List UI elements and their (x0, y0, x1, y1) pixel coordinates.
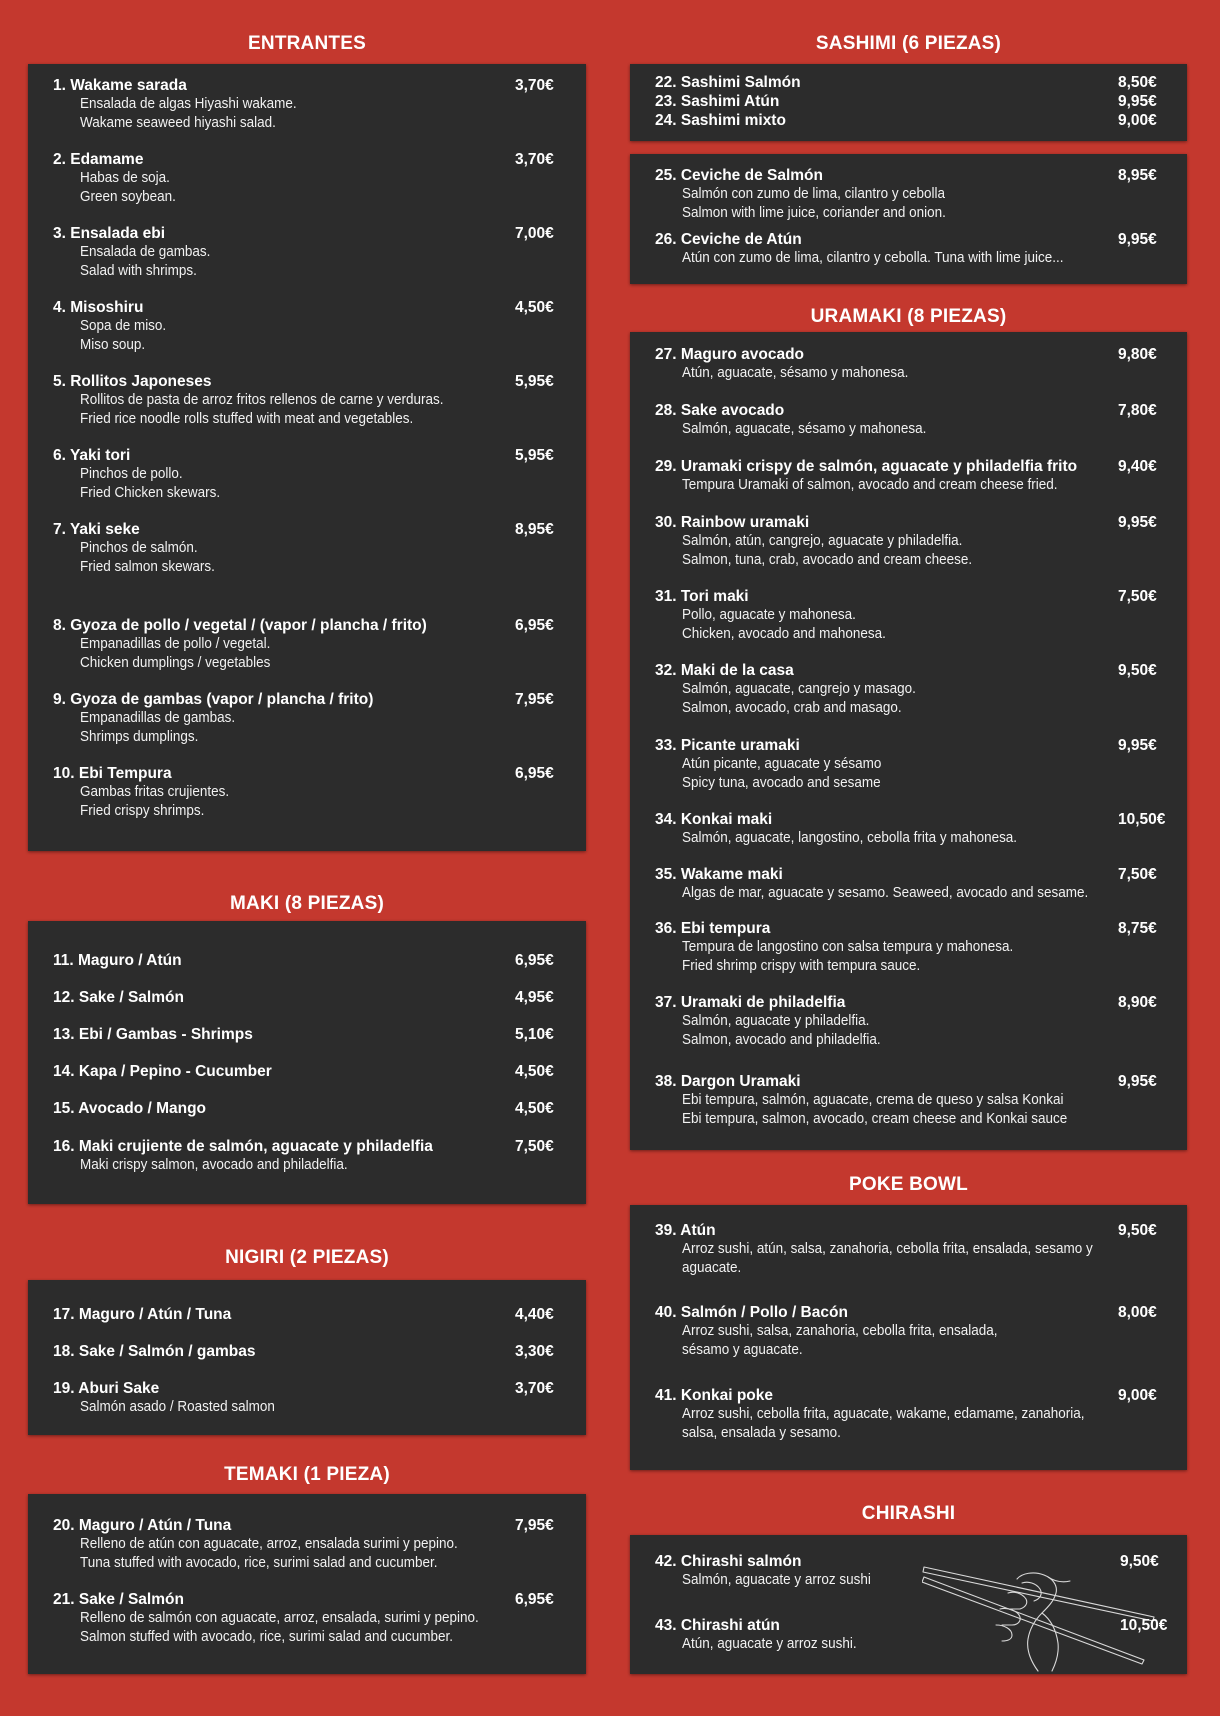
menu-item-name: 8. Gyoza de pollo / vegetal / (vapor / plancha / frito) (53, 617, 427, 634)
menu-item-row (53, 690, 586, 709)
menu-item-description: Fried crispy shrimps. (79, 803, 205, 819)
menu-item-description: Fried shrimp crispy with tempura sauce. (681, 958, 921, 974)
menu-item-row (655, 1221, 1187, 1240)
menu-item-description: Salmón, atún, cangrejo, aguacate y philadelfia. (681, 533, 963, 549)
menu-item (655, 1303, 1187, 1360)
menu-item-description: Pinchos de pollo. (79, 466, 183, 482)
menu-item-price: 6,95€ (515, 765, 554, 782)
menu-item-name: 33. Picante uramaki (655, 737, 800, 754)
menu-item-name: 16. Maki crujiente de salmón, aguacate y philadelfia (53, 1138, 433, 1155)
menu-item-description: Fried rice noodle rolls stuffed with meat and vegetables. (79, 411, 414, 427)
menu-item-description: Tempura Uramaki of salmon, avocado and cream cheese fried. (681, 477, 1058, 493)
menu-item-description: Arroz sushi, cebolla frita, aguacate, wakame, edamame, zanahoria, (681, 1406, 1085, 1422)
menu-item-name: 3. Ensalada ebi (53, 225, 165, 242)
menu-item-price: 5,10€ (515, 1026, 554, 1043)
menu-item-description: Pollo, aguacate y mahonesa. (681, 607, 856, 623)
menu-item (53, 764, 586, 821)
menu-item-description: Atún picante, aguacate y sésamo (681, 756, 882, 772)
menu-item-row (655, 1386, 1187, 1405)
menu-item-name: 13. Ebi / Gambas - Shrimps (53, 1026, 253, 1043)
menu-item-row (53, 224, 586, 243)
menu-item-name: 34. Konkai maki (655, 811, 773, 828)
menu-item-price: 6,95€ (515, 952, 554, 969)
menu-item-name: 10. Ebi Tempura (53, 765, 172, 782)
menu-item-description: Gambas fritas crujientes. (79, 784, 230, 800)
menu-item (655, 92, 1187, 111)
menu-item-description: Sopa de miso. (79, 318, 167, 334)
menu-item-description: Salmon with lime juice, coriander and onion. (681, 205, 946, 221)
menu-item (655, 736, 1187, 793)
menu-item-name: 22. Sashimi Salmón (655, 74, 801, 91)
menu-item-name: 6. Yaki tori (53, 447, 131, 464)
menu-item-price: 10,50€ (1120, 1617, 1168, 1634)
menu-item-name: 2. Edamame (53, 151, 144, 168)
menu-item-description: Atún con zumo de lima, cilantro y cebolla. Tuna with lime juice... (681, 250, 1064, 266)
menu-item-description: Habas de soja. (79, 170, 170, 186)
menu-item (53, 520, 586, 577)
menu-item-price: 4,50€ (515, 1063, 554, 1080)
menu-item (655, 1386, 1187, 1443)
menu-item-description: Green soybean. (79, 189, 176, 205)
menu-item-name: 21. Sake / Salmón (53, 1591, 184, 1608)
panel-entrantes (28, 64, 586, 851)
panel-ceviche (630, 154, 1187, 284)
menu-item-row (53, 372, 586, 391)
menu-item-row (655, 1303, 1187, 1322)
menu-item (655, 73, 1187, 92)
menu-item-row (53, 298, 586, 317)
menu-item-price: 4,50€ (515, 299, 554, 316)
menu-item-row (655, 1072, 1187, 1091)
menu-item (655, 810, 1187, 848)
section-title-uramaki: URAMAKI (8 PIEZAS) (810, 306, 1007, 327)
menu-item-name: 12. Sake / Salmón (53, 989, 184, 1006)
menu-item (655, 1552, 1187, 1590)
menu-item-row (655, 166, 1187, 185)
menu-item-name: 1. Wakame sarada (53, 77, 187, 94)
menu-item (53, 988, 586, 1007)
menu-item (655, 230, 1187, 268)
menu-item-price: 9,00€ (1118, 1387, 1157, 1404)
menu-item-description: Atún, aguacate y arroz sushi. (681, 1636, 857, 1652)
menu-item-description: Algas de mar, aguacate y sesamo. Seaweed, avocado and sesame. (681, 885, 1089, 901)
menu-item-row (53, 1342, 586, 1361)
menu-item-price: 8,00€ (1118, 1304, 1157, 1321)
menu-item-name: 25. Ceviche de Salmón (655, 167, 823, 184)
menu-item-row (655, 810, 1187, 829)
menu-item (655, 1221, 1187, 1278)
menu-item-price: 7,95€ (515, 1517, 554, 1534)
menu-item (655, 1616, 1187, 1654)
menu-item-row (655, 457, 1187, 476)
menu-item-price: 9,95€ (1118, 93, 1157, 110)
menu-item (655, 166, 1187, 223)
menu-item-price: 9,95€ (1118, 514, 1157, 531)
menu-item (655, 993, 1187, 1050)
menu-item-price: 3,70€ (515, 1380, 554, 1397)
menu-item-description: Rollitos de pasta de arroz fritos rellenos de carne y verduras. (79, 392, 444, 408)
menu-item (53, 1590, 586, 1647)
menu-item-row (53, 1305, 586, 1324)
menu-item-row (53, 1062, 586, 1081)
menu-item-row (655, 993, 1187, 1012)
menu-item-row (53, 76, 586, 95)
menu-item-description: Arroz sushi, salsa, zanahoria, cebolla frita, ensalada, (681, 1323, 998, 1339)
panel-uramaki (630, 332, 1187, 1150)
menu-item (53, 1342, 586, 1361)
menu-item-row (53, 520, 586, 539)
menu-item-price: 3,70€ (515, 77, 554, 94)
menu-item-description: Miso soup. (79, 337, 146, 353)
menu-item-row (53, 988, 586, 1007)
menu-item-price: 8,50€ (1118, 74, 1157, 91)
menu-item-name: 11. Maguro / Atún (53, 952, 182, 969)
menu-item-description: Salmón, aguacate y philadelfia. (681, 1013, 870, 1029)
menu-item-row (655, 513, 1187, 532)
menu-item (655, 587, 1187, 644)
menu-item-description: Salmón, aguacate y arroz sushi (681, 1572, 871, 1588)
menu-item-name: 39. Atún (655, 1222, 716, 1239)
menu-item-description: Salmón asado / Roasted salmon (79, 1399, 275, 1415)
menu-item-row (655, 919, 1187, 938)
section-title-sashimi: SASHIMI (6 PIEZAS) (815, 33, 1002, 54)
menu-item-description: Arroz sushi, atún, salsa, zanahoria, cebolla frita, ensalada, sesamo y (681, 1241, 1093, 1257)
menu-item-description: Salmon stuffed with avocado, rice, surimi salad and cucumber. (79, 1629, 454, 1645)
menu-item-description: Ebi tempura, salmon, avocado, cream cheese and Konkai sauce (681, 1111, 1068, 1127)
menu-item-name: 42. Chirashi salmón (655, 1553, 802, 1570)
menu-item-price: 9,80€ (1118, 346, 1157, 363)
menu-item-description: Tempura de langostino con salsa tempura y mahonesa. (681, 939, 1014, 955)
menu-item-price: 8,95€ (515, 521, 554, 538)
section-title-poke-bowl: POKE BOWL (849, 1174, 968, 1195)
menu-item-name: 17. Maguro / Atún / Tuna (53, 1306, 232, 1323)
menu-item-name: 5. Rollitos Japoneses (53, 373, 212, 390)
menu-item-description: Salmon, avocado, crab and masago. (681, 700, 902, 716)
menu-item-description: Wakame seaweed hiyashi salad. (79, 115, 276, 131)
menu-item (53, 1062, 586, 1081)
menu-item-description: salsa, ensalada y sesamo. (681, 1425, 841, 1441)
section-title-entrantes: ENTRANTES (248, 33, 366, 54)
menu-item-description: Salmón, aguacate, langostino, cebolla frita y mahonesa. (681, 830, 1018, 846)
menu-item-name: 40. Salmón / Pollo / Bacón (655, 1304, 848, 1321)
menu-item (53, 372, 586, 429)
menu-item-name: 28. Sake avocado (655, 402, 785, 419)
menu-item (53, 446, 586, 503)
menu-item-name: 4. Misoshiru (53, 299, 144, 316)
menu-item (655, 111, 1187, 130)
menu-item-price: 6,95€ (515, 617, 554, 634)
menu-item (53, 76, 586, 133)
menu-item-price: 7,50€ (1118, 866, 1157, 883)
menu-item-row (655, 230, 1187, 249)
menu-item (655, 919, 1187, 976)
menu-item-description: Shrimps dumplings. (79, 729, 199, 745)
menu-item-row (53, 951, 586, 970)
menu-item-description: Chicken dumplings / vegetables (79, 655, 271, 671)
menu-item-price: 8,90€ (1118, 994, 1157, 1011)
menu-item-row (655, 865, 1187, 884)
menu-item-name: 24. Sashimi mixto (655, 112, 786, 129)
menu-item-name: 19. Aburi Sake (53, 1380, 160, 1397)
menu-item-description: Salad with shrimps. (79, 263, 197, 279)
menu-item-name: 15. Avocado / Mango (53, 1100, 207, 1117)
menu-item-name: 9. Gyoza de gambas (vapor / plancha / frito) (53, 691, 374, 708)
menu-item-description: Tuna stuffed with avocado, rice, surimi salad and cucumber. (79, 1555, 438, 1571)
menu-item (655, 401, 1187, 439)
menu-item-name: 41. Konkai poke (655, 1387, 774, 1404)
menu-item-description: aguacate. (681, 1260, 742, 1276)
menu-item-price: 4,95€ (515, 989, 554, 1006)
menu-item-name: 32. Maki de la casa (655, 662, 794, 679)
menu-item-name: 38. Dargon Uramaki (655, 1073, 801, 1090)
menu-item-row (655, 73, 1187, 92)
menu-item-price: 5,95€ (515, 373, 554, 390)
menu-item-row (53, 1590, 586, 1609)
menu-item-price: 9,95€ (1118, 1073, 1157, 1090)
panel-chirashi (630, 1535, 1187, 1674)
panel-maki (28, 921, 586, 1204)
menu-item-price: 4,40€ (515, 1306, 554, 1323)
menu-item-row (655, 1616, 1187, 1635)
menu-item-price: 9,95€ (1118, 231, 1157, 248)
menu-item-price: 5,95€ (515, 447, 554, 464)
menu-item-name: 37. Uramaki de philadelfia (655, 994, 846, 1011)
panel-temaki (28, 1494, 586, 1674)
menu-item (655, 865, 1187, 903)
menu-item-name: 36. Ebi tempura (655, 920, 771, 937)
menu-item-description: Spicy tuna, avocado and sesame (681, 775, 881, 791)
menu-item-description: sésamo y aguacate. (681, 1342, 803, 1358)
menu-item-price: 7,50€ (515, 1138, 554, 1155)
menu-item-row (655, 1552, 1187, 1571)
menu-item-row (53, 150, 586, 169)
menu-item-description: Fried Chicken skewars. (79, 485, 221, 501)
menu-item-row (655, 587, 1187, 606)
menu-item-price: 8,75€ (1118, 920, 1157, 937)
menu-item-name: 18. Sake / Salmón / gambas (53, 1343, 256, 1360)
menu-item-row (53, 1099, 586, 1118)
menu-item (53, 150, 586, 207)
menu-item-row (53, 764, 586, 783)
menu-item (53, 1137, 586, 1175)
menu-item-name: 43. Chirashi atún (655, 1617, 780, 1634)
menu-item (655, 345, 1187, 383)
menu-item-description: Salmon, avocado and philadelfia. (681, 1032, 881, 1048)
menu-item-description: Empanadillas de pollo / vegetal. (79, 636, 271, 652)
menu-item-price: 9,50€ (1120, 1553, 1159, 1570)
menu-item-name: 20. Maguro / Atún / Tuna (53, 1517, 232, 1534)
menu-item-description: Relleno de atún con aguacate, arroz, ensalada surimi y pepino. (79, 1536, 458, 1552)
menu-item-price: 9,50€ (1118, 1222, 1157, 1239)
menu-item-description: Chicken, avocado and mahonesa. (681, 626, 886, 642)
menu-item-row (53, 616, 586, 635)
menu-item-price: 9,00€ (1118, 112, 1157, 129)
menu-item (53, 1305, 586, 1324)
menu-item-description: Ensalada de algas Hiyashi wakame. (79, 96, 297, 112)
menu-item-description: Ebi tempura, salmón, aguacate, crema de queso y salsa Konkai (681, 1092, 1064, 1108)
panel-sashimi (630, 64, 1187, 141)
section-title-chirashi: CHIRASHI (861, 1503, 956, 1524)
menu-item-name: 35. Wakame maki (655, 866, 783, 883)
menu-item-price: 6,95€ (515, 1591, 554, 1608)
menu-item (53, 616, 586, 673)
menu-item-row (53, 1516, 586, 1535)
menu-item-row (53, 1025, 586, 1044)
section-title-temaki: TEMAKI (1 PIEZA) (224, 1464, 390, 1485)
menu-item-price: 4,50€ (515, 1100, 554, 1117)
menu-item-price: 7,00€ (515, 225, 554, 242)
menu-item-price: 3,70€ (515, 151, 554, 168)
menu-item-name: 31. Tori maki (655, 588, 749, 605)
panel-poke-bowl (630, 1205, 1187, 1470)
menu-item-description: Maki crispy salmon, avocado and philadelfia. (79, 1157, 348, 1173)
menu-item-row (655, 345, 1187, 364)
menu-item-row (53, 1137, 586, 1156)
menu-item-price: 9,95€ (1118, 737, 1157, 754)
menu-item (655, 513, 1187, 570)
menu-item (655, 457, 1187, 495)
menu-item-price: 7,80€ (1118, 402, 1157, 419)
menu-item-description: Ensalada de gambas. (79, 244, 211, 260)
menu-item-row (53, 1379, 586, 1398)
menu-item (53, 224, 586, 281)
menu-item-price: 7,95€ (515, 691, 554, 708)
menu-item-description: Salmon, tuna, crab, avocado and cream cheese. (681, 552, 973, 568)
menu-item-description: Atún, aguacate, sésamo y mahonesa. (681, 365, 909, 381)
menu-item-name: 23. Sashimi Atún (655, 93, 780, 110)
menu-item (53, 298, 586, 355)
menu-item (53, 1025, 586, 1044)
menu-item-description: Salmón, aguacate, cangrejo y masago. (681, 681, 916, 697)
section-title-maki: MAKI (8 PIEZAS) (230, 893, 384, 914)
menu-item (53, 1379, 586, 1417)
menu-item-price: 3,30€ (515, 1343, 554, 1360)
menu-item-description: Salmón con zumo de lima, cilantro y cebolla (681, 186, 946, 202)
menu-item-price: 8,95€ (1118, 167, 1157, 184)
menu-item-name: 14. Kapa / Pepino - Cucumber (53, 1063, 272, 1080)
menu-item-price: 9,50€ (1118, 662, 1157, 679)
menu-item-description: Empanadillas de gambas. (79, 710, 236, 726)
menu-item-name: 26. Ceviche de Atún (655, 231, 802, 248)
section-title-nigiri: NIGIRI (2 PIEZAS) (225, 1247, 389, 1268)
menu-item (53, 1516, 586, 1573)
menu-item (53, 690, 586, 747)
menu-item-name: 27. Maguro avocado (655, 346, 805, 363)
menu-item (655, 661, 1187, 718)
menu-item-name: 7. Yaki seke (53, 521, 140, 538)
menu-item-name: 29. Uramaki crispy de salmón, aguacate y philadelfia frito (655, 458, 1078, 475)
menu-item-description: Pinchos de salmón. (79, 540, 198, 556)
menu-item-name: 30. Rainbow uramaki (655, 514, 810, 531)
menu-item-price: 10,50€ (1118, 811, 1166, 828)
menu-item-price: 9,40€ (1118, 458, 1157, 475)
menu-item-row (53, 446, 586, 465)
menu-item (53, 951, 586, 970)
menu-item-description: Salmón, aguacate, sésamo y mahonesa. (681, 421, 927, 437)
panel-nigiri (28, 1280, 586, 1435)
menu-item-row (655, 92, 1187, 111)
menu-item-row (655, 401, 1187, 420)
menu-item-description: Fried salmon skewars. (79, 559, 215, 575)
menu-item-price: 7,50€ (1118, 588, 1157, 605)
menu-item (53, 1099, 586, 1118)
menu-item-row (655, 111, 1187, 130)
menu-item-description: Relleno de salmón con aguacate, arroz, ensalada, surimi y pepino. (79, 1610, 479, 1626)
menu-item-row (655, 661, 1187, 680)
menu-item (655, 1072, 1187, 1129)
menu-item-row (655, 736, 1187, 755)
